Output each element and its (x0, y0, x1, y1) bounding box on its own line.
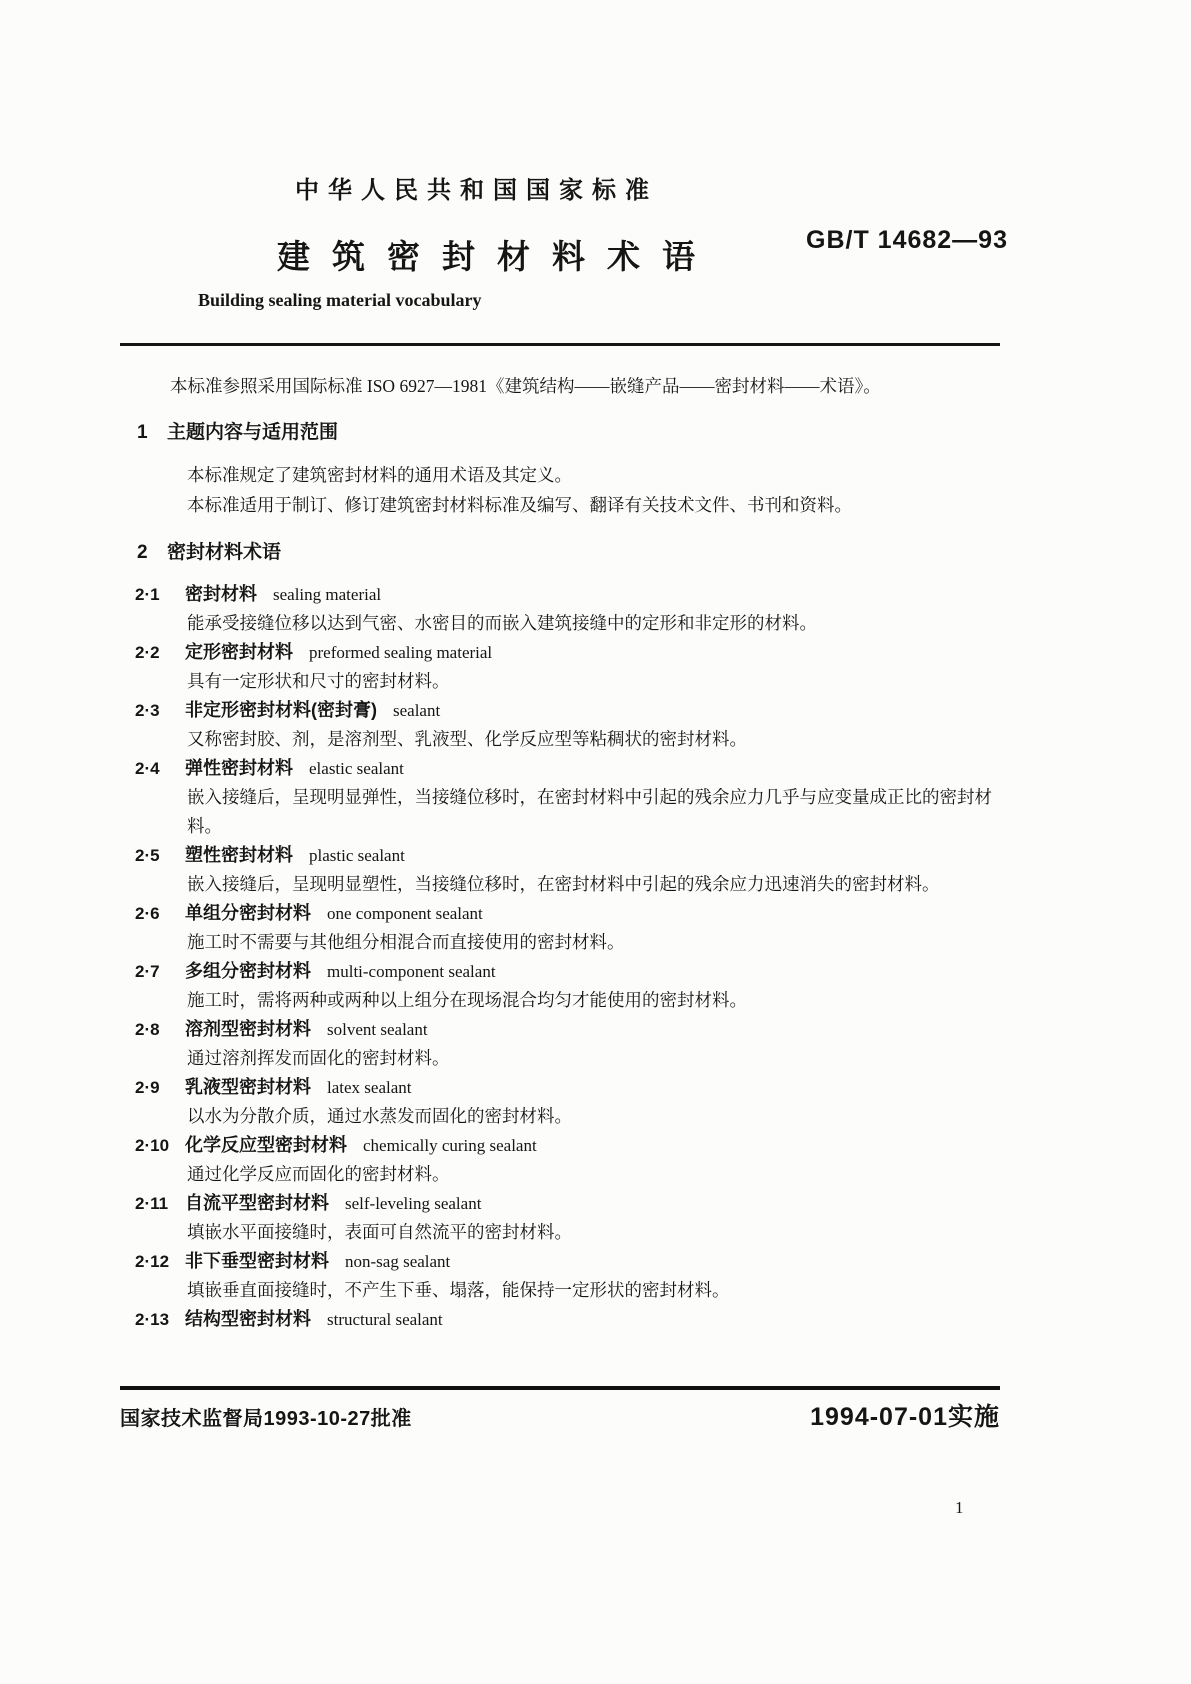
term-item (135, 638, 1006, 696)
term-definition: 填嵌水平面接缝时，表面可自然流平的密封材料。 (187, 1222, 572, 1242)
term-heading (135, 1131, 1006, 1160)
term-name-en: one component sealant (327, 904, 483, 923)
term-definition: 施工时，需将两种或两种以上组分在现场混合均匀才能使用的密封材料。 (187, 990, 747, 1010)
term-name-cn: 乳液型密封材料 (185, 1077, 311, 1097)
header-rule (120, 343, 1000, 346)
term-item (135, 754, 1006, 841)
term-item (135, 899, 1006, 957)
term-number: 2·12 (135, 1252, 170, 1271)
term-name-en: non-sag sealant (345, 1252, 451, 1271)
term-name-en: preformed sealing material (309, 643, 493, 662)
document-title-en: Building sealing material vocabulary (198, 290, 482, 310)
section-1-title: 主题内容与适用范围 (167, 422, 339, 443)
standard-code: GB/T 14682—93 (806, 226, 1008, 254)
term-item (135, 696, 1006, 754)
term-item (135, 1131, 1006, 1189)
term-name-cn: 结构型密封材料 (185, 1309, 311, 1329)
term-name-en: sealing material (273, 585, 382, 604)
term-number: 2·5 (135, 846, 160, 865)
term-number: 2·11 (135, 1194, 169, 1213)
term-heading (135, 1015, 1006, 1044)
term-number: 2·10 (135, 1136, 170, 1155)
term-name-en: structural sealant (327, 1310, 443, 1329)
term-number: 2·7 (135, 962, 160, 981)
standard-label: 中华人民共和国国家标准 (295, 177, 658, 204)
term-number: 2·2 (135, 643, 160, 662)
term-number: 2·1 (135, 585, 160, 604)
term-name-cn: 密封材料 (185, 584, 257, 604)
term-name-en: chemically curing sealant (363, 1136, 537, 1155)
term-name-cn: 弹性密封材料 (185, 758, 293, 778)
term-name-cn: 多组分密封材料 (185, 961, 311, 981)
term-heading (135, 1305, 1006, 1334)
page-number: 1 (955, 1498, 964, 1517)
term-definition: 又称密封胶、剂，是溶剂型、乳液型、化学反应型等粘稠状的密封材料。 (187, 729, 747, 749)
term-number: 2·8 (135, 1020, 160, 1039)
term-heading (135, 696, 1006, 725)
term-definition: 嵌入接缝后，呈现明显弹性，当接缝位移时，在密封材料中引起的残余应力几乎与应变量成正比的密封材料。 (187, 787, 992, 836)
term-heading (135, 1073, 1006, 1102)
terms-list (135, 580, 1006, 1334)
footer-implementation: 1994-07-01实施 (810, 1403, 1000, 1431)
term-item (135, 580, 1006, 638)
section-paragraph: 本标准适用于制订、修订建筑密封材料标准及编写、翻译有关技术文件、书刊和资料。 (187, 495, 852, 515)
footer (120, 1386, 1000, 1433)
term-heading (135, 754, 1006, 783)
footer-row (120, 1397, 1000, 1433)
term-name-cn: 化学反应型密封材料 (185, 1135, 347, 1155)
term-definition: 填嵌垂直面接缝时，不产生下垂、塌落，能保持一定形状的密封材料。 (187, 1280, 730, 1300)
term-definition: 嵌入接缝后，呈现明显塑性，当接缝位移时，在密封材料中引起的残余应力迅速消失的密封材料。 (187, 874, 940, 894)
term-name-en: plastic sealant (309, 846, 405, 865)
term-heading (135, 841, 1006, 870)
term-name-en: sealant (393, 701, 441, 720)
term-item (135, 1015, 1006, 1073)
term-item (135, 1189, 1006, 1247)
term-item (135, 841, 1006, 899)
term-number: 2·3 (135, 701, 160, 720)
section-2-number: 2 (137, 542, 148, 563)
term-item (135, 1073, 1006, 1131)
term-definition: 以水为分散介质，通过水蒸发而固化的密封材料。 (187, 1106, 572, 1126)
term-name-en: latex sealant (327, 1078, 412, 1097)
term-item (135, 1305, 1006, 1334)
term-heading (135, 899, 1006, 928)
section-2-heading (137, 539, 1191, 566)
term-definition: 具有一定形状和尺寸的密封材料。 (187, 671, 450, 691)
term-definition: 施工时不需要与其他组分相混合而直接使用的密封材料。 (187, 932, 625, 952)
term-name-en: multi-component sealant (327, 962, 496, 981)
term-item (135, 1247, 1006, 1305)
footer-approval: 国家技术监督局1993-10-27批准 (120, 1408, 412, 1430)
term-name-en: elastic sealant (309, 759, 404, 778)
term-name-cn: 非下垂型密封材料 (185, 1251, 329, 1271)
term-name-en: solvent sealant (327, 1020, 428, 1039)
term-number: 2·13 (135, 1310, 170, 1329)
term-name-cn: 自流平型密封材料 (185, 1193, 329, 1213)
term-heading (135, 1189, 1006, 1218)
term-number: 2·6 (135, 904, 160, 923)
term-item (135, 957, 1006, 1015)
term-heading (135, 638, 1006, 667)
section-1-body (135, 460, 1006, 520)
term-name-cn: 溶剂型密封材料 (185, 1019, 311, 1039)
term-name-cn: 定形密封材料 (185, 642, 293, 662)
term-name-cn: 非定形密封材料(密封膏) (185, 700, 377, 720)
term-number: 2·9 (135, 1078, 160, 1097)
term-number: 2·4 (135, 759, 160, 778)
document-title-cn: 建筑密封材料术语 (277, 238, 717, 275)
section-paragraph: 本标准规定了建筑密封材料的通用术语及其定义。 (187, 465, 572, 485)
intro-paragraph: 本标准参照采用国际标准 ISO 6927—1981《建筑结构——嵌缝产品——密封材料——术语》。 (170, 376, 881, 396)
term-definition: 通过化学反应而固化的密封材料。 (187, 1164, 450, 1184)
term-definition: 通过溶剂挥发而固化的密封材料。 (187, 1048, 450, 1068)
term-name-en: self-leveling sealant (345, 1194, 482, 1213)
term-name-cn: 单组分密封材料 (185, 903, 311, 923)
section-2-title: 密封材料术语 (167, 542, 282, 563)
section-1-heading (137, 419, 1191, 446)
section-1-number: 1 (137, 422, 148, 443)
term-heading (135, 580, 1006, 609)
term-heading (135, 957, 1006, 986)
term-definition: 能承受接缝位移以达到气密、水密目的而嵌入建筑接缝中的定形和非定形的材料。 (187, 613, 817, 633)
footer-rule (120, 1386, 1000, 1390)
term-name-cn: 塑性密封材料 (185, 845, 293, 865)
term-heading (135, 1247, 1006, 1276)
